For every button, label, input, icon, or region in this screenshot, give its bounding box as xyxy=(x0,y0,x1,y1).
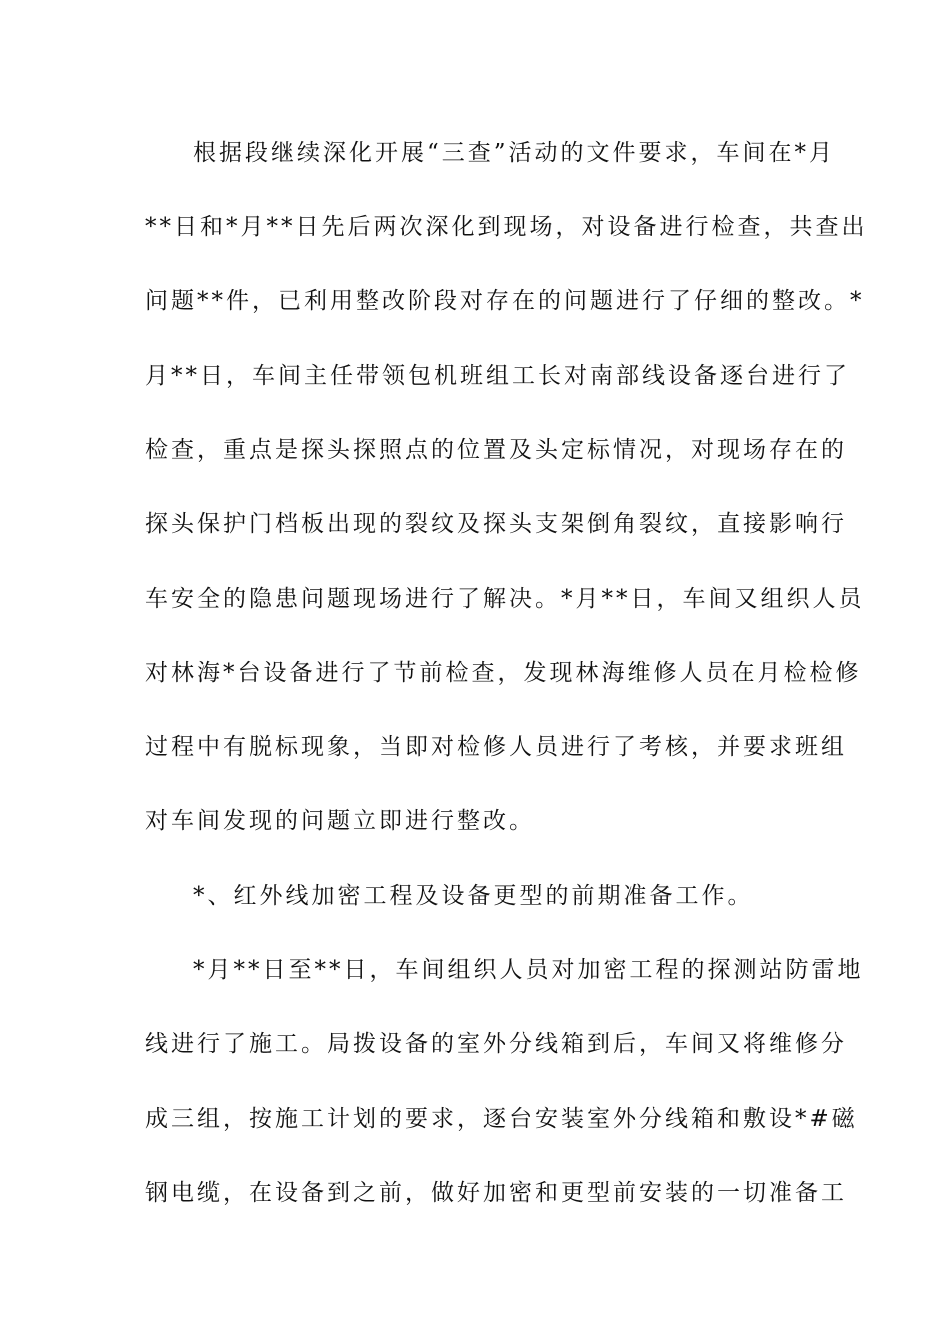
paragraph-1-line-10: 对车间发现的问题立即进行整改。 xyxy=(145,808,535,834)
paragraph-2-line-2: 线进行了施工。局拨设备的室外分线箱到后，车间又将维修分 xyxy=(145,1031,847,1057)
paragraph-2-line-4: 钢电缆，在设备到之前，做好加密和更型前安装的一切准备工 xyxy=(145,1180,847,1206)
paragraph-1-line-4: 月**日，车间主任带领包机班组工长对南部线设备逐台进行了 xyxy=(145,363,850,389)
section-heading: *、红外线加密工程及设备更型的前期准备工作。 xyxy=(193,883,754,909)
paragraph-1-line-5: 检查，重点是探头探照点的位置及头定标情况，对现场存在的 xyxy=(145,437,847,463)
paragraph-1-line-8: 对林海*台设备进行了节前检查，发现林海维修人员在月检检修 xyxy=(145,660,862,686)
paragraph-1-line-3: 问题**件，已利用整改阶段对存在的问题进行了仔细的整改。* xyxy=(145,288,865,314)
paragraph-1-line-1: 根据段继续深化开展“三查”活动的文件要求，车间在*月 xyxy=(193,140,836,166)
paragraph-2-line-3: 成三组，按施工计划的要求，逐台安装室外分线箱和敷设*#磁 xyxy=(145,1106,858,1132)
paragraph-1-line-9: 过程中有脱标现象，当即对检修人员进行了考核，并要求班组 xyxy=(145,734,847,760)
paragraph-1-line-6: 探头保护门档板出现的裂纹及探头支架倒角裂纹，直接影响行 xyxy=(145,511,847,537)
paragraph-1-line-2: **日和*月**日先后两次深化到现场，对设备进行检查，共查出 xyxy=(145,214,868,240)
paragraph-2-line-1: *月**日至**日，车间组织人员对加密工程的探测站防雷地 xyxy=(193,957,864,983)
paragraph-1-line-7: 车安全的隐患问题现场进行了解决。*月**日，车间又组织人员 xyxy=(145,586,865,612)
